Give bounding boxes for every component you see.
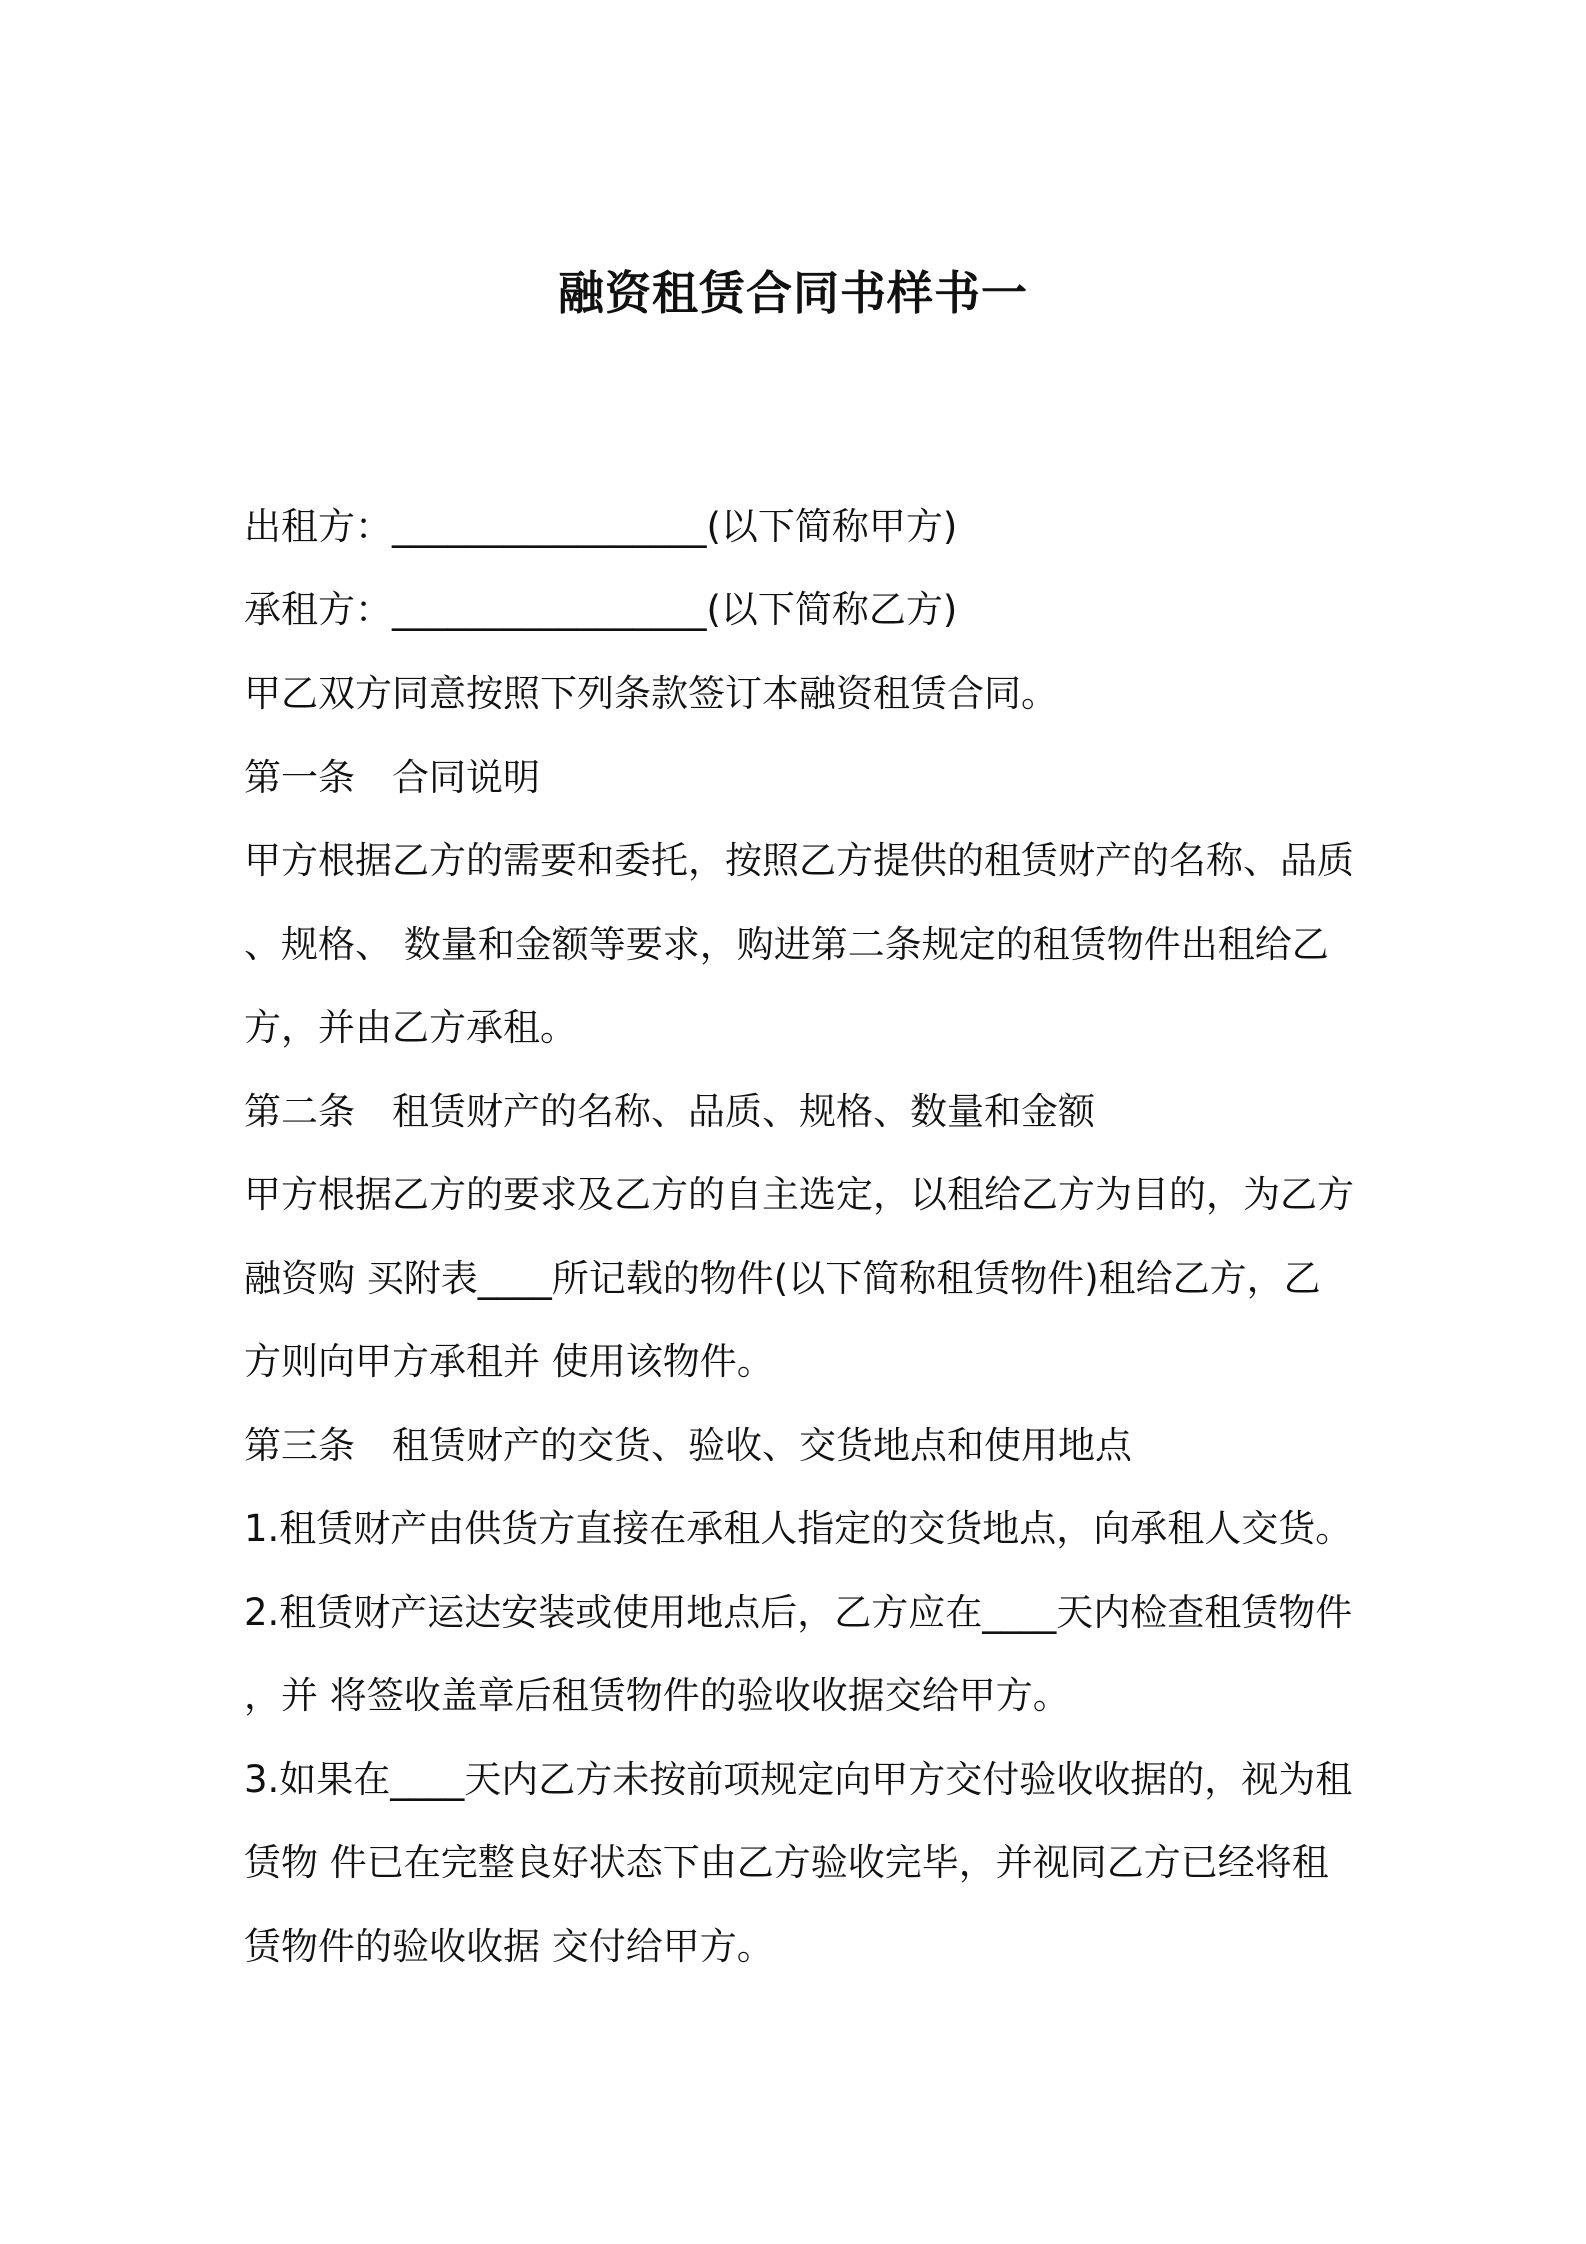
party-lessor-line: 出租方：_________________(以下简称甲方)	[244, 505, 958, 548]
article-3-heading: 第三条 租赁财产的交货、验收、交货地点和使用地点	[244, 1424, 1132, 1467]
article-1-text-line: 甲方根据乙方的需要和委托，按照乙方提供的租赁财产的名称、品质	[244, 839, 1354, 882]
article-3-clause-1: 1.租赁财产由供货方直接在承租人指定的交货地点，向承租人交货。	[244, 1507, 1353, 1550]
agreement-intro: 甲乙双方同意按照下列条款签订本融资租赁合同。	[244, 672, 1058, 715]
party-lessee-line: 承租方：_________________(以下简称乙方)	[244, 588, 958, 631]
document-title: 融资租赁合同书样书一	[558, 266, 1028, 320]
article-3-clause-3-line: 赁物件的验收收据 交付给甲方。	[244, 1925, 774, 1968]
article-2-text-line: 甲方根据乙方的要求及乙方的自主选定，以租给乙方为目的，为乙方	[244, 1173, 1354, 1216]
article-2-text-line: 方则向甲方承租并 使用该物件。	[244, 1340, 774, 1383]
article-2-text-line: 融资购 买附表____所记载的物件(以下简称租赁物件)租给乙方，乙	[244, 1257, 1321, 1300]
article-1-text-line: 、规格、 数量和金额等要求，购进第二条规定的租赁物件出租给乙	[244, 923, 1329, 966]
article-1-text-line: 方，并由乙方承租。	[244, 1006, 577, 1049]
article-1-heading: 第一条 合同说明	[244, 756, 540, 799]
article-3-clause-2-line: ，并 将签收盖章后租赁物件的验收收据交给甲方。	[244, 1674, 1070, 1717]
article-3-clause-3-line: 赁物 件已在完整良好状态下由乙方验收完毕，并视同乙方已经将租	[244, 1841, 1329, 1884]
article-3-clause-3-line: 3.如果在____天内乙方未按前项规定向甲方交付验收收据的，视为租	[244, 1758, 1353, 1801]
article-3-clause-2-line: 2.租赁财产运达安装或使用地点后，乙方应在____天内检查租赁物件	[244, 1591, 1353, 1634]
article-2-heading: 第二条 租赁财产的名称、品质、规格、数量和金额	[244, 1090, 1095, 1133]
